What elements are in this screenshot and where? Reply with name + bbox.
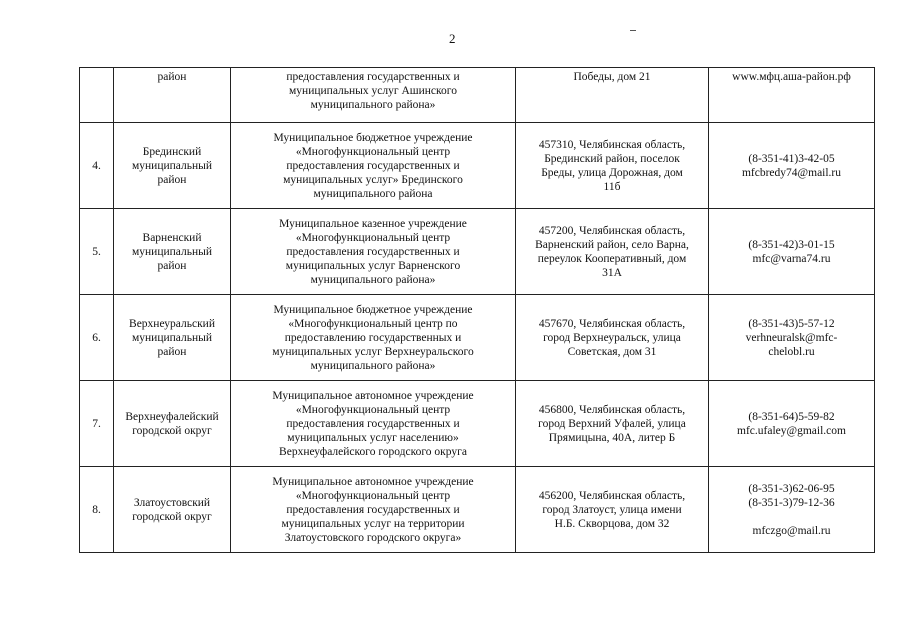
row-number-line: 8. (92, 503, 101, 516)
address-cell (516, 68, 709, 123)
organization-line: муниципальных услуг на территории (281, 517, 465, 530)
contacts-line: (8-351-41)3-42-05 (748, 152, 835, 165)
contacts-cell (709, 123, 875, 209)
address-line: Брединский район, поселок (544, 152, 680, 165)
organization-line: «Многофункциональный центр (295, 145, 451, 158)
address-cell (516, 381, 709, 467)
contacts-line: (8-351-64)5-59-82 (748, 410, 835, 423)
organization-line: муниципальных услуг Верхнеуральского (272, 345, 474, 358)
table-row (80, 68, 875, 123)
organization-line: «Многофункциональный центр (295, 489, 451, 502)
contacts-cell (709, 467, 875, 553)
area-line: район (157, 71, 187, 83)
address-cell (516, 295, 709, 381)
organization-line: Златоустовского городского округа» (284, 531, 462, 544)
contacts-line: (8-351-3)62-06-95 (748, 482, 835, 495)
row-number-line (84, 70, 109, 84)
organization-cell (231, 123, 516, 209)
row-number-cell (80, 209, 114, 295)
row-number-cell (80, 68, 114, 123)
address-cell (516, 467, 709, 553)
organization-line: Муниципальное бюджетное учреждение (273, 303, 473, 316)
contacts-cell (709, 68, 875, 123)
contacts-line (713, 510, 870, 524)
organization-line: муниципальных услуг населению» (287, 431, 459, 444)
organization-line: предоставления государственных и (286, 245, 460, 258)
row-number-cell (80, 467, 114, 553)
address-line: 457310, Челябинская область, (538, 138, 686, 151)
address-line: 31А (602, 266, 622, 279)
address-cell (516, 209, 709, 295)
contacts-line: mfcbredy74@mail.ru (741, 166, 842, 179)
organization-line: предоставления государственных и (286, 417, 460, 430)
table-row (80, 123, 875, 209)
contacts-line: (8-351-3)79-12-36 (748, 496, 835, 509)
row-number-cell (80, 381, 114, 467)
address-line: 11б (603, 180, 621, 193)
mfc-table (79, 67, 875, 553)
row-number-line: 5. (92, 245, 101, 258)
table-row (80, 381, 875, 467)
area-cell (114, 123, 231, 209)
address-line: Н.Б. Скворцова, дом 32 (554, 517, 670, 530)
organization-line: муниципального района» (310, 359, 436, 372)
organization-line: муниципального района (313, 187, 433, 200)
area-line: Верхнеуфалейский (125, 410, 219, 423)
page-number: 2 (449, 31, 456, 46)
address-line: город Верхний Уфалей, улица (538, 417, 686, 430)
area-line: район (157, 345, 187, 358)
row-number-line: 7. (92, 417, 101, 430)
area-cell (114, 295, 231, 381)
contacts-line: chelobl.ru (768, 345, 815, 358)
address-line: переулок Кооперативный, дом (537, 252, 687, 265)
area-line: муниципальный (131, 331, 213, 344)
contacts-cell (709, 295, 875, 381)
organization-cell (231, 467, 516, 553)
organization-line: предоставления государственных и (286, 159, 460, 172)
address-line: Варненский район, село Варна, (535, 238, 689, 251)
area-line: район (157, 259, 187, 272)
contacts-line: mfc.ufaley@gmail.com (737, 424, 846, 437)
organization-line: муниципального района» (310, 99, 436, 111)
organization-line: муниципальных услуг Варненского (285, 259, 461, 272)
organization-line: Верхнеуфалейского городского округа (279, 445, 467, 458)
contacts-cell (709, 381, 875, 467)
row-number-line: 4. (92, 159, 101, 172)
contacts-line: (8-351-42)3-01-15 (748, 238, 835, 251)
organization-line: Муниципальное автономное учреждение (272, 475, 474, 488)
organization-line: муниципальных услуг» Брединского (283, 173, 463, 186)
organization-cell (231, 295, 516, 381)
address-line: 456800, Челябинская область, (538, 403, 686, 416)
area-cell (114, 68, 231, 123)
address-line: Советская, дом 31 (567, 345, 657, 358)
contacts-line: www.мфц.аша-район.рф (732, 71, 851, 83)
area-line: муниципальный (131, 245, 213, 258)
address-line: 456200, Челябинская область, (538, 489, 686, 502)
address-line: Прямицына, 40А, литер Б (548, 431, 676, 444)
row-number-cell (80, 123, 114, 209)
area-cell (114, 209, 231, 295)
address-line: Бреды, улица Дорожная, дом (541, 166, 683, 179)
organization-cell (231, 381, 516, 467)
organization-line: муниципального района» (310, 273, 436, 286)
table-row (80, 209, 875, 295)
row-number-cell (80, 295, 114, 381)
organization-line: «Многофункциональный центр по (288, 317, 458, 330)
area-line: Верхнеуральский (129, 317, 215, 330)
organization-line: предоставления государственных и (286, 503, 460, 516)
area-cell (114, 381, 231, 467)
row-number-line: 6. (92, 331, 101, 344)
organization-line: «Многофункциональный центр (295, 231, 451, 244)
area-cell (114, 467, 231, 553)
organization-line: предоставления государственных и (286, 71, 460, 83)
address-line: город Верхнеуральск, улица (543, 331, 681, 344)
contacts-line: mfczgo@mail.ru (752, 524, 831, 537)
organization-line: предоставлению государственных и (284, 331, 462, 344)
area-line: Златоустовский (133, 496, 211, 509)
address-line: 457200, Челябинская область, (538, 224, 686, 237)
contacts-line: verhneuralsk@mfc- (745, 331, 838, 344)
organization-cell (231, 68, 516, 123)
address-cell (516, 123, 709, 209)
organization-cell (231, 209, 516, 295)
contacts-line: (8-351-43)5-57-12 (748, 317, 835, 330)
organization-line: Муниципальное бюджетное учреждение (273, 131, 473, 144)
table-row (80, 295, 875, 381)
organization-line: муниципальных услуг Ашинского (289, 85, 457, 97)
area-line: Брединский (142, 145, 202, 158)
area-line: Варненский (142, 231, 202, 244)
area-line: муниципальный (131, 159, 213, 172)
address-line: город Златоуст, улица имени (542, 503, 682, 516)
address-line: 457670, Челябинская область, (538, 317, 686, 330)
contacts-cell (709, 209, 875, 295)
area-line: городской округ (132, 424, 212, 437)
area-line: городской округ (132, 510, 212, 523)
organization-line: Муниципальное казенное учреждение (279, 217, 467, 230)
scan-mark (630, 30, 636, 31)
table-row (80, 467, 875, 553)
address-line: Победы, дом 21 (573, 71, 651, 83)
contacts-line: mfc@varna74.ru (752, 252, 831, 265)
organization-line: «Многофункциональный центр (295, 403, 451, 416)
organization-line: Муниципальное автономное учреждение (272, 389, 474, 402)
area-line: район (157, 173, 187, 186)
